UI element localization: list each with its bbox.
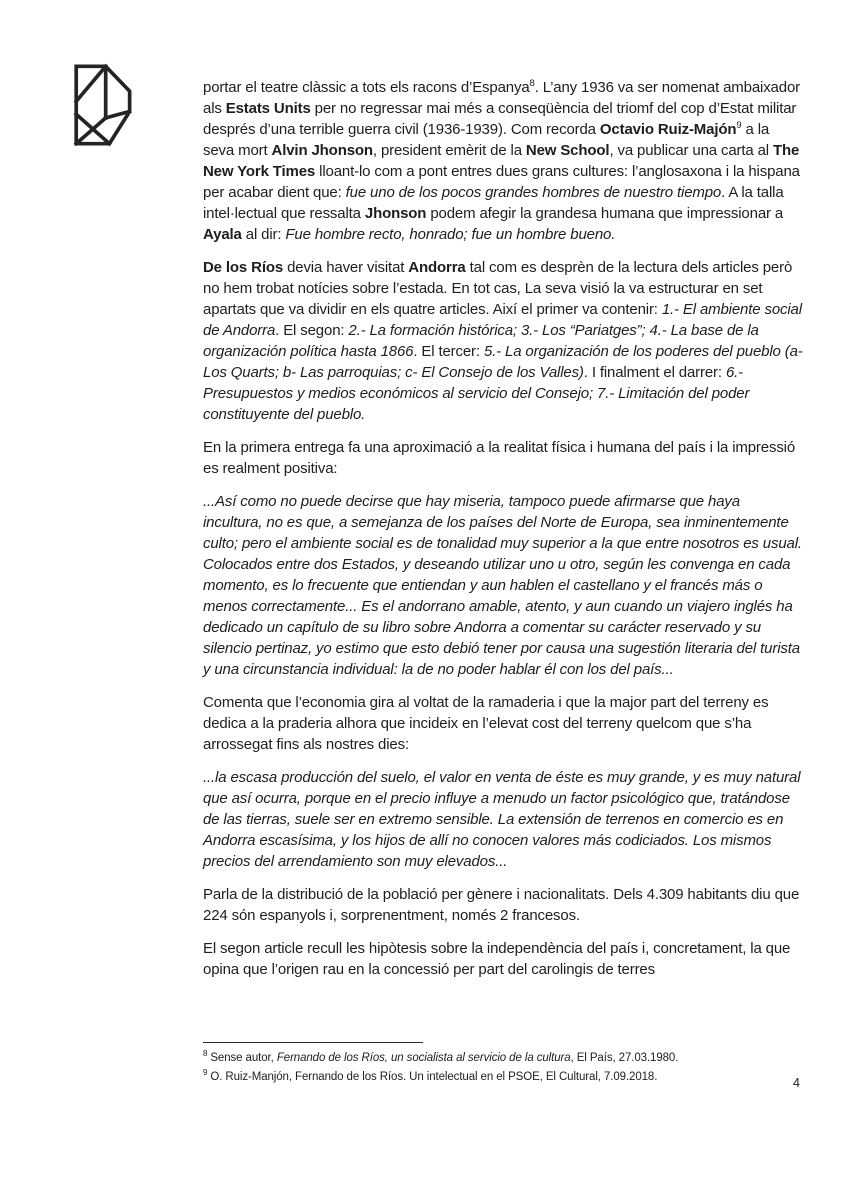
body-paragraph	[203, 77, 803, 245]
text-run: En la primera entrega fa una aproximació a la realitat física i humana del país i la impressió es realment positiva:	[203, 439, 796, 477]
text-run: Fue hombre recto, honrado; fue un hombre bueno.	[285, 226, 616, 243]
superscript-footnote-ref: 8	[529, 78, 535, 89]
footnote-marker: 9	[203, 1067, 208, 1077]
text-run: fue uno de los pocos grandes hombres de nuestro tiempo	[345, 184, 722, 201]
text-run: 1.- El ambiente social de Andorra	[203, 301, 802, 339]
text-run: Octavio Ruiz-Majón	[599, 121, 737, 138]
text-run: tal com es desprèn de la lectura dels articles però no hem trobat notícies sobre l’estada. En tot cas, La seva visió la va estructurar en set apartats que va dividir en els quatre articles. Així el primer va contenir:	[203, 259, 793, 318]
text-run: . L’any 1936 va ser nomenat ambaixador als	[203, 79, 800, 117]
footnote	[203, 1050, 803, 1067]
body-paragraph	[203, 257, 803, 425]
document-body	[203, 77, 803, 992]
text-run: ...Así como no puede decirse que hay miseria, tampoco puede afirmarse que haya incultura, no es que, a semejanza de los países del Norte de Europa, sea inminentemente culto; pero el ambiente social es de tonalidad muy superior a la que entre nosotros es usual. Colocados entre dos Estados, y deseando utilizar uno u otro, según les convenga en cada momento, es lo frecuente que entiendan y aun hablen el castellano y el francés más o menos correctamente... Es el andorrano amable, atento, y aun cuando un viajero inglés ha dedicado un capítulo de su libro sobre Andorra a comentar su carácter reservado y su silencio pertinaz, yo estimo que esto debió tener por causa una sugestión literaria del turista y una circunstancia individual: la de no poder hablar él con los del país...	[203, 493, 802, 678]
text-run: . El segon:	[275, 322, 349, 339]
quote-paragraph	[203, 491, 803, 680]
text-run: , va publicar una carta al	[609, 142, 773, 159]
text-run: 6.- Presupuestos y medios económicos al servicio del Consejo; 7.- Limitación del poder constituyente del pueblo.	[203, 364, 750, 423]
text-run: lloant-lo com a pont entres dues grans cultures: l’anglosaxona i la hispana per acabar dient que:	[203, 163, 800, 201]
geometric-d-logo-icon	[67, 58, 137, 152]
body-paragraph	[203, 692, 803, 755]
body-paragraph	[203, 938, 803, 980]
text-run: Sense autor,	[210, 1052, 277, 1064]
text-run: Ayala	[203, 226, 242, 243]
text-run: Alvin Jhonson	[271, 142, 373, 159]
text-run: The New York Times	[203, 142, 800, 180]
text-run: per no regressar mai més a conseqüència del triomf del cop d’Estat militar després d’una terrible guerra civil (1936-1939). Com recorda	[203, 100, 797, 138]
footnote	[203, 1069, 803, 1086]
text-run: a la seva mort	[203, 121, 770, 159]
text-run: . El tercer:	[413, 343, 484, 360]
footnotes	[203, 1050, 803, 1085]
text-run: . I finalment el darrer:	[583, 364, 726, 381]
text-run: devia haver visitat	[283, 259, 409, 276]
text-run: Estats Units	[225, 100, 311, 117]
superscript-footnote-ref: 9	[736, 120, 742, 131]
text-run: De los Ríos	[203, 259, 284, 276]
footnote-separator	[203, 1042, 423, 1043]
quote-paragraph	[203, 767, 803, 872]
text-run: El segon article recull les hipòtesis sobre la independència del país i, concretament, la que opina que l’origen rau en la concessió per part del carolingis de terres	[203, 940, 791, 978]
footnote-area	[203, 1042, 803, 1087]
body-paragraph	[203, 884, 803, 926]
page-number: 4	[793, 1076, 800, 1090]
text-run: O. Ruiz-Manjón, Fernando de los Ríos. Un intelectual en el PSOE, El Cultural, 7.09.2018.	[210, 1070, 658, 1083]
text-run: portar el teatre clàssic a tots els racons d’Espanya	[203, 79, 530, 96]
text-run: Andorra	[408, 259, 466, 276]
text-run: New School	[525, 142, 610, 159]
text-run: 2.- La formación histórica; 3.- Los “Pariatges”; 4.- La base de la organización política hasta 1866	[203, 322, 759, 360]
text-run: ...la escasa producción del suelo, el valor en venta de éste es muy grande, y es muy natural que así ocurra, porque en el precio influye a menudo un factor psicológico que, tratándose de las tierras, suele ser en extremo sensible. La extensión de terrenos en comercio es en Andorra escasísima, y los hijos de allí no conocen valores más codiciados. Los mismos precios del arrendamiento son muy elevados...	[203, 769, 801, 870]
text-run: Parla de la distribució de la població per gènere i nacionalitats. Dels 4.309 habitants diu que 224 són espanyols i, sorprenentment, només 2 francesos.	[203, 886, 800, 924]
text-run: 5.- La organización de los poderes del pueblo (a- Los Quarts; b- Las parroquias; c- El Consejo de los Valles)	[203, 343, 803, 381]
footnote-marker: 8	[203, 1049, 208, 1059]
text-run: podem afegir la grandesa humana que impressionar a	[426, 205, 784, 222]
text-run: Jhonson	[364, 205, 427, 222]
text-run: . A la talla intel·lectual que ressalta	[203, 184, 784, 222]
text-run: , El País, 27.03.1980.	[570, 1052, 679, 1064]
text-run: Fernando de los Ríos, un socialista al servicio de la cultura	[276, 1052, 571, 1064]
text-run: , president emèrit de la	[372, 142, 526, 159]
text-run: Comenta que l’economia gira al voltat de la ramaderia i que la major part del terreny es dedica a la praderia alhora que incideix en l’elevat cost del terreny quelcom que s’ha arrossegat fins als nostres dies:	[203, 694, 769, 753]
text-run: al dir:	[241, 226, 286, 243]
body-paragraph	[203, 437, 803, 479]
publisher-logo	[67, 58, 137, 152]
